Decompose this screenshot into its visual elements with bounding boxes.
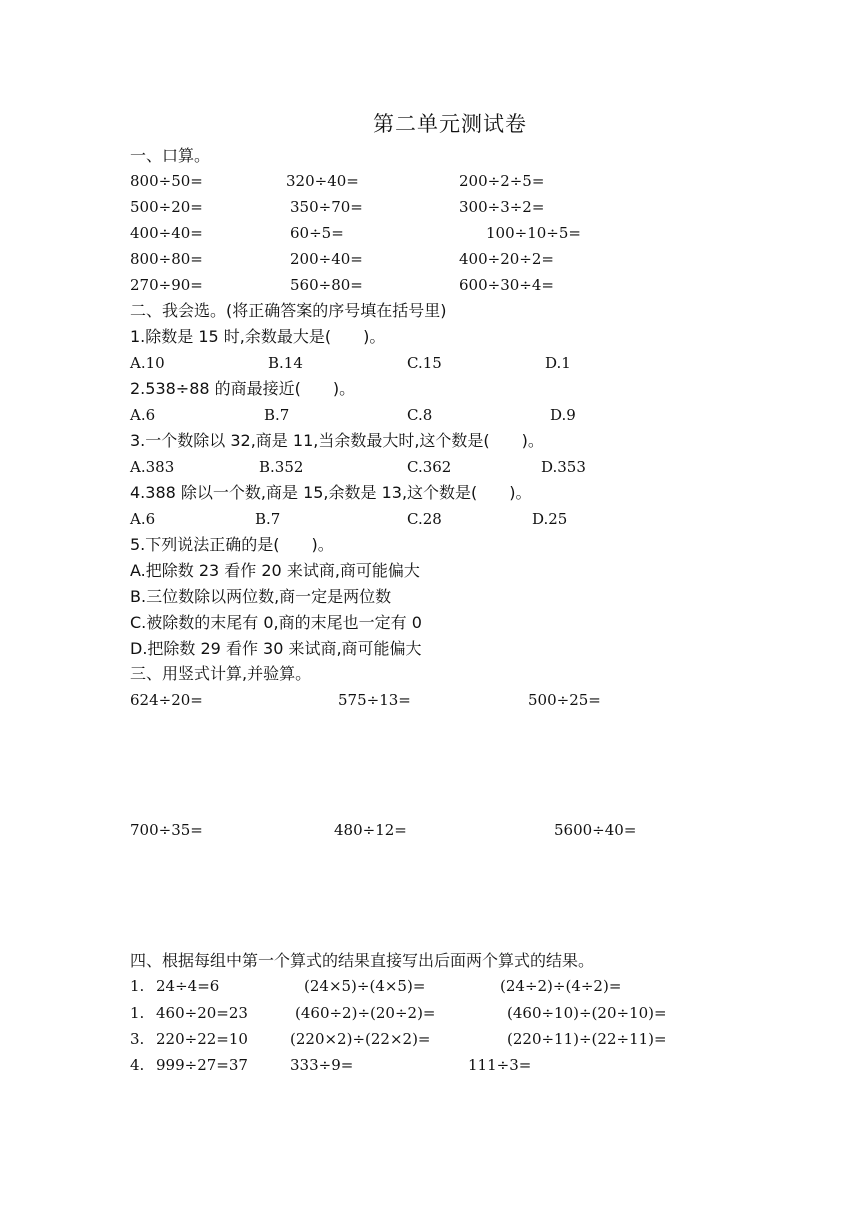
question-2-stem: 2.538÷88 的商最接近( )。	[130, 379, 356, 398]
section-1-heading: 一、口算。	[130, 146, 211, 165]
oral-calc-item: 350÷70=	[290, 198, 363, 216]
option: C.8	[407, 406, 433, 424]
oral-calc-item: 60÷5=	[290, 224, 344, 242]
oral-calc-item: 200÷40=	[290, 250, 363, 268]
vertical-calc-item: 575÷13=	[338, 691, 411, 709]
calc-item: (220÷11)÷(22÷11)=	[507, 1030, 667, 1048]
row-number: 1.	[130, 1004, 145, 1022]
option: A.6	[130, 510, 156, 528]
vertical-calc-item: 480÷12=	[334, 821, 407, 839]
section-2-heading: 二、我会选。(将正确答案的序号填在括号里)	[130, 301, 447, 320]
option: A.10	[130, 354, 165, 372]
oral-calc-item: 400÷20÷2=	[459, 250, 554, 268]
calc-item: 999÷27=37	[156, 1056, 248, 1074]
option: D.25	[532, 510, 568, 528]
option: C.15	[407, 354, 442, 372]
option: B.7	[264, 406, 290, 424]
option: A.把除数 23 看作 20 来试商,商可能偏大	[130, 561, 420, 580]
option: C.362	[407, 458, 452, 476]
oral-calc-item: 560÷80=	[290, 276, 363, 294]
question-1-stem: 1.除数是 15 时,余数最大是( )。	[130, 327, 386, 346]
option: B.三位数除以两位数,商一定是两位数	[130, 587, 392, 606]
vertical-calc-item: 700÷35=	[130, 821, 203, 839]
option: B.7	[255, 510, 281, 528]
calc-item: (460÷2)÷(20÷2)=	[295, 1004, 436, 1022]
question-5-stem: 5.下列说法正确的是( )。	[130, 535, 334, 554]
option: D.把除数 29 看作 30 来试商,商可能偏大	[130, 639, 422, 658]
calc-item: 460÷20=23	[156, 1004, 248, 1022]
vertical-calc-item: 5600÷40=	[554, 821, 637, 839]
option: D.9	[550, 406, 576, 424]
oral-calc-item: 800÷80=	[130, 250, 203, 268]
calc-item: 220÷22=10	[156, 1030, 248, 1048]
page-title: 第二单元测试卷	[373, 112, 527, 136]
section-4-heading: 四、根据每组中第一个算式的结果直接写出后面两个算式的结果。	[130, 951, 595, 970]
question-4-stem: 4.388 除以一个数,商是 15,余数是 13,这个数是( )。	[130, 483, 532, 502]
row-number: 3.	[130, 1030, 145, 1048]
oral-calc-item: 320÷40=	[286, 172, 359, 190]
row-number: 24÷4=6	[156, 977, 220, 995]
oral-calc-item: 270÷90=	[130, 276, 203, 294]
option: C.28	[407, 510, 442, 528]
row-number: 4.	[130, 1056, 145, 1074]
row-number: 1.	[130, 977, 145, 995]
oral-calc-item: 800÷50=	[130, 172, 203, 190]
calc-item: (460÷10)÷(20÷10)=	[507, 1004, 667, 1022]
option: A.383	[130, 458, 175, 476]
calc-item: 333÷9=	[290, 1056, 354, 1074]
oral-calc-item: 100÷10÷5=	[486, 224, 581, 242]
oral-calc-item: 400÷40=	[130, 224, 203, 242]
question-3-stem: 3.一个数除以 32,商是 11,当余数最大时,这个数是( )。	[130, 431, 544, 450]
oral-calc-item: 200÷2÷5=	[459, 172, 545, 190]
option: A.6	[130, 406, 156, 424]
option: B.14	[268, 354, 303, 372]
vertical-calc-item: 500÷25=	[528, 691, 601, 709]
calc-item: (24÷2)÷(4÷2)=	[500, 977, 622, 995]
calc-item: (220×2)÷(22×2)=	[290, 1030, 431, 1048]
option: B.352	[259, 458, 304, 476]
oral-calc-item: 300÷3÷2=	[459, 198, 545, 216]
option: D.353	[541, 458, 586, 476]
calc-item: 111÷3=	[468, 1056, 532, 1074]
oral-calc-item: 600÷30÷4=	[459, 276, 554, 294]
option: C.被除数的末尾有 0,商的末尾也一定有 0	[130, 613, 422, 632]
section-3-heading: 三、用竖式计算,并验算。	[130, 664, 312, 683]
calc-item: (24×5)÷(4×5)=	[304, 977, 426, 995]
oral-calc-item: 500÷20=	[130, 198, 203, 216]
option: D.1	[545, 354, 571, 372]
vertical-calc-item: 624÷20=	[130, 691, 203, 709]
